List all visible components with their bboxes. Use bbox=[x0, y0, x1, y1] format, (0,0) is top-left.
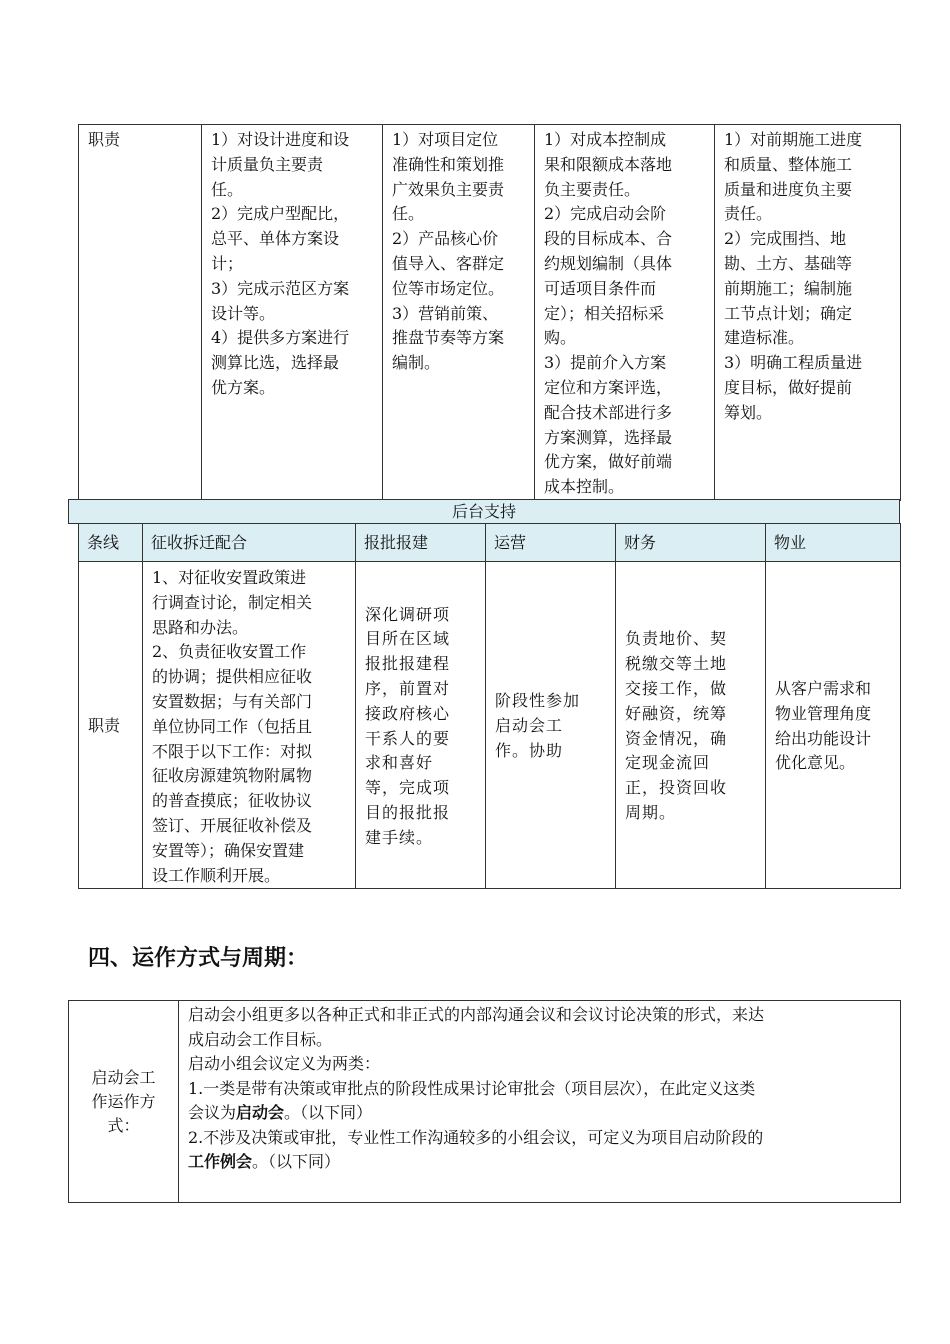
backend-duty-line: 征收房源建筑物附属物 bbox=[152, 766, 313, 786]
section-4-title: 四、运作方式与周期： bbox=[88, 946, 309, 971]
backend-duty-line: 给出功能设计 bbox=[775, 728, 872, 748]
paragraph-4a: 2.不涉及决策或审批，专业性工作沟通较多的小组会议，可定义为项目启动阶段的 bbox=[188, 1127, 764, 1147]
frontline-duty-line: 总平、单体方案设 bbox=[211, 229, 340, 249]
backend-support-banner bbox=[68, 499, 900, 524]
backend-duty-line: 的协调；提供相应征收 bbox=[152, 667, 313, 687]
backend-duty-line: 从客户需求和 bbox=[775, 679, 872, 699]
backend-duty-line: 阶段性参加 bbox=[495, 691, 581, 711]
frontline-duty-line: 计； bbox=[211, 253, 244, 273]
duty-cell-operations bbox=[486, 562, 616, 889]
backend-duty-line: 签订、开展征收补偿及 bbox=[152, 815, 313, 835]
frontline-duty-line: 任。 bbox=[392, 204, 425, 224]
backend-duty-line: 2、负责征收安置工作 bbox=[152, 642, 307, 662]
backend-duty-line: 好融资，统筹 bbox=[625, 703, 728, 723]
frontline-duty-line: 1）对成本控制成 bbox=[544, 130, 667, 149]
backend-duty-line: 安置数据；与有关部门 bbox=[152, 691, 313, 711]
backend-duty-line: 序，前置对 bbox=[365, 679, 451, 699]
frontline-duty-line: 负主要责任。 bbox=[544, 179, 641, 199]
frontline-duty-line: 测算比选，选择最 bbox=[211, 353, 340, 373]
duty-cell-finance bbox=[616, 562, 766, 889]
duty-table-backend bbox=[78, 523, 901, 889]
backend-duty-line: 行调查讨论，制定相关 bbox=[152, 592, 313, 612]
backend-duty-line: 目的报批报 bbox=[365, 803, 451, 823]
duty-cell-design bbox=[202, 125, 383, 501]
duty-cell-property bbox=[766, 562, 901, 889]
backend-duty-line: 优化意见。 bbox=[775, 753, 856, 773]
frontline-duty-line: 前期施工；编制施 bbox=[724, 278, 853, 298]
paragraph-2: 启动小组会议定义为两类： bbox=[188, 1054, 381, 1073]
paragraph-4b: 工作例会。（以下同） bbox=[188, 1152, 341, 1171]
backend-duty-line: 负责地价、契 bbox=[625, 629, 728, 649]
frontline-duty-line: 位等市场定位。 bbox=[392, 278, 505, 298]
backend-duty-line: 干系人的要 bbox=[365, 728, 451, 748]
backend-duty-line: 接政府核心 bbox=[365, 703, 451, 723]
backend-duty-line: 建手续。 bbox=[365, 827, 434, 847]
duty-cell-cost bbox=[535, 125, 715, 501]
frontline-duty-line: 3）明确工程质量进 bbox=[724, 353, 863, 373]
duty-cell-demolition bbox=[143, 562, 356, 889]
backend-duty-line: 交接工作，做 bbox=[625, 679, 728, 699]
frontline-duty-line: 4）提供多方案进行 bbox=[211, 328, 350, 348]
frontline-duty-line: 勘、土方、基础等 bbox=[724, 253, 853, 273]
frontline-duty-line: 任。 bbox=[211, 179, 244, 199]
backend-duty-line: 启动会工 bbox=[495, 716, 564, 736]
frontline-duty-line: 1）对前期施工进度 bbox=[724, 130, 863, 149]
frontline-duty-line: 果和限额成本落地 bbox=[544, 154, 673, 174]
backend-row-label: 职责 bbox=[79, 562, 143, 889]
paragraph-1a: 启动会小组更多以各种正式和非正式的内部沟通会议和会议讨论决策的形式，来达 bbox=[188, 1005, 765, 1024]
backend-duty-line: 报批报建程 bbox=[365, 654, 451, 674]
backend-duty-line: 设工作顺利开展。 bbox=[152, 865, 281, 885]
backend-duty-line: 作。协助 bbox=[495, 741, 564, 761]
backend-duty-line: 周期。 bbox=[625, 803, 677, 823]
term-kickoff-meeting: 启动会 bbox=[236, 1103, 285, 1122]
frontline-duty-line: 1）对设计进度和设 bbox=[211, 130, 350, 149]
backend-duty-line: 等，完成项 bbox=[365, 778, 451, 798]
backend-duty-line: 不限于以下工作：对拟 bbox=[152, 741, 313, 761]
header-property: 物业 bbox=[766, 524, 901, 562]
frontline-duty-line: 3）营销前策、 bbox=[392, 303, 499, 323]
header-line: 条线 bbox=[79, 524, 143, 562]
backend-duty-line: 定现金流回 bbox=[625, 753, 711, 773]
frontline-duty-line: 计质量负主要责 bbox=[211, 154, 324, 174]
header-operations: 运营 bbox=[486, 524, 616, 562]
frontline-duty-line: 2）完成启动会阶 bbox=[544, 204, 667, 224]
paragraph-3a: 1.一类是带有决策或审批点的阶段性成果讨论审批会（项目层次），在此定义这类 bbox=[188, 1078, 756, 1098]
frontline-duty-line: 方案测算，选择最 bbox=[544, 427, 673, 447]
frontline-duty-line: 可适项目条件而 bbox=[544, 278, 657, 298]
duty-row-label: 职责 bbox=[79, 125, 202, 501]
frontline-duty-line: 优方案。 bbox=[211, 377, 276, 397]
frontline-duty-line: 度目标，做好提前 bbox=[724, 377, 853, 397]
frontline-duty-line: 1）对项目定位 bbox=[392, 130, 499, 149]
frontline-duty-line: 筹划。 bbox=[724, 402, 773, 422]
header-demolition: 征收拆迁配合 bbox=[143, 524, 356, 562]
paragraph-3b: 会议为启动会。（以下同） bbox=[188, 1103, 373, 1122]
frontline-duty-line: 设计等。 bbox=[211, 303, 276, 323]
backend-duty-line: 深化调研项 bbox=[365, 604, 451, 624]
backend-duty-line: 目所在区域 bbox=[365, 629, 451, 649]
frontline-duty-line: 质量和进度负主要 bbox=[724, 179, 853, 199]
paragraph-1b: 成启动会工作目标。 bbox=[188, 1029, 333, 1049]
frontline-duty-line: 准确性和策划推 bbox=[392, 154, 505, 174]
frontline-duty-line: 段的目标成本、合 bbox=[544, 229, 673, 249]
operation-mode-content bbox=[179, 1001, 901, 1203]
frontline-duty-line: 和质量、整体施工 bbox=[724, 154, 853, 174]
header-finance: 财务 bbox=[616, 524, 766, 562]
frontline-duty-line: 编制。 bbox=[392, 353, 441, 373]
header-approval: 报批报建 bbox=[356, 524, 486, 562]
frontline-duty-line: 定）；相关招标采 bbox=[544, 303, 665, 323]
frontline-duty-line: 工节点计划；确定 bbox=[724, 303, 853, 323]
banner-text: 后台支持 bbox=[451, 502, 516, 521]
frontline-duty-line: 值导入、客群定 bbox=[392, 253, 505, 273]
frontline-duty-line: 2）完成围挡、地 bbox=[724, 229, 847, 249]
frontline-duty-line: 定位和方案评选， bbox=[544, 377, 673, 397]
backend-duty-line: 安置等）；确保安置建 bbox=[152, 840, 305, 860]
frontline-duty-line: 配合技术部进行多 bbox=[544, 402, 673, 422]
frontline-duty-line: 2）完成户型配比， bbox=[211, 204, 350, 224]
operation-mode-label: 启动会工 作运作方 式： bbox=[69, 1001, 179, 1203]
frontline-duty-line: 2）产品核心价 bbox=[392, 229, 499, 249]
frontline-duty-line: 推盘节奏等方案 bbox=[392, 328, 505, 348]
backend-duty-line: 物业管理角度 bbox=[775, 703, 872, 723]
backend-duty-line: 1、对征收安置政策进 bbox=[152, 568, 307, 587]
backend-duty-line: 的普查摸底；征收协议 bbox=[152, 791, 313, 811]
frontline-duty-line: 责任。 bbox=[724, 204, 773, 224]
duty-cell-engineering bbox=[715, 125, 901, 501]
frontline-duty-line: 广效果负主要责 bbox=[392, 179, 505, 199]
backend-duty-line: 求和喜好 bbox=[365, 753, 434, 773]
frontline-duty-line: 建造标准。 bbox=[724, 328, 805, 348]
frontline-duty-line: 成本控制。 bbox=[544, 477, 625, 497]
term-work-meeting: 工作例会 bbox=[188, 1152, 253, 1171]
frontline-duty-line: 优方案，做好前端 bbox=[544, 452, 673, 472]
duty-cell-approval bbox=[356, 562, 486, 889]
frontline-duty-line: 3）完成示范区方案 bbox=[211, 278, 350, 298]
duty-table-frontline bbox=[78, 124, 901, 501]
backend-duty-line: 思路和办法。 bbox=[152, 617, 249, 637]
duty-cell-marketing bbox=[383, 125, 535, 501]
frontline-duty-line: 约规划编制（具体 bbox=[544, 253, 673, 273]
operation-mode-table bbox=[68, 1000, 901, 1203]
backend-duty-line: 税缴交等土地 bbox=[625, 654, 728, 674]
backend-duty-line: 单位协同工作（包括且 bbox=[152, 716, 313, 736]
frontline-duty-line: 3）提前介入方案 bbox=[544, 353, 667, 373]
frontline-duty-line: 购。 bbox=[544, 328, 577, 348]
backend-duty-line: 资金情况，确 bbox=[625, 728, 728, 748]
backend-duty-line: 正，投资回收 bbox=[625, 778, 728, 798]
